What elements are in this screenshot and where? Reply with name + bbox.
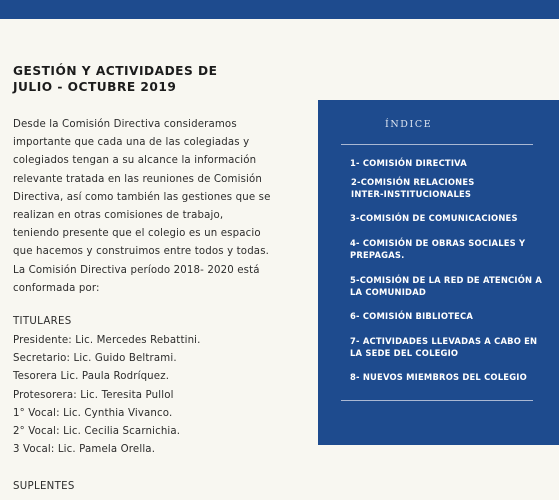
member-item: 3 Vocal: Lic. Pamela Orella. — [13, 444, 156, 456]
titulares-list — [13, 332, 201, 459]
index-item-comision-directiva[interactable] — [350, 157, 546, 169]
top-banner — [0, 0, 559, 19]
index-item-relaciones[interactable] — [351, 176, 547, 200]
intro-line: Directiva, así como también las gestiones que se — [13, 191, 271, 203]
index-item-label: LA SEDE DEL COLEGIO — [350, 348, 459, 358]
page-title-line-1: GESTIÓN Y ACTIVIDADES DE — [13, 64, 218, 78]
index-item-label: LA COMUNIDAD — [350, 287, 427, 297]
member-item: 1° Vocal: Lic. Cynthia Vivanco. — [13, 407, 173, 419]
index-item-label: 3-COMISIÓN DE COMUNICACIONES — [350, 213, 518, 223]
index-item-actividades[interactable] — [350, 335, 546, 359]
page-title-line-2: JULIO - OCTUBRE 2019 — [13, 79, 177, 94]
member-item: Protesorera: Lic. Teresita Pullol — [13, 389, 174, 401]
index-title: ÍNDICE — [385, 119, 433, 130]
intro-line: teniendo presente que el colegio es un espacio — [13, 228, 261, 240]
index-item-label: 7- ACTIVIDADES LLEVADAS A CABO EN — [350, 336, 538, 346]
member-item: Tesorera Lic. Paula Rodríquez. — [13, 371, 170, 383]
index-item-obras-sociales[interactable] — [350, 237, 546, 261]
intro-line: relevante tratada en las reuniones de Comisión — [13, 173, 263, 185]
member-item: Presidente: Lic. Mercedes Rebattini. — [13, 335, 201, 346]
index-item-label: 4- COMISIÓN DE OBRAS SOCIALES Y — [350, 238, 526, 248]
intro-line: realizan en otras comisiones de trabajo, — [13, 210, 224, 222]
page-title — [13, 64, 263, 95]
index-divider-bottom — [341, 400, 533, 401]
intro-line: importante que cada una de las colegiadas y — [13, 137, 250, 149]
intro-paragraph — [13, 116, 313, 298]
index-item-biblioteca[interactable] — [350, 310, 546, 322]
index-item-red-atencion[interactable] — [350, 274, 546, 298]
index-item-label: 2-COMISIÓN RELACIONES — [351, 177, 475, 187]
index-item-label: 1- COMISIÓN DIRECTIVA — [350, 158, 467, 168]
index-item-nuevos-miembros[interactable] — [350, 371, 546, 383]
intro-line: que hacemos y construimos entre todos y todas. — [13, 246, 270, 258]
index-item-comunicaciones[interactable] — [350, 212, 546, 224]
index-divider-top — [341, 144, 533, 145]
suplentes-label: SUPLENTES — [13, 481, 75, 492]
intro-line: La Comisión Directiva período 2018- 2020 está — [13, 264, 260, 276]
member-item: Secretario: Lic. Guido Beltrami. — [13, 353, 177, 365]
index-item-label: 5-COMISIÓN DE LA RED DE ATENCIÓN A — [350, 275, 543, 285]
index-item-label: 8- NUEVOS MIEMBROS DEL COLEGIO — [350, 372, 527, 382]
intro-line: Desde la Comisión Directiva consideramos — [13, 119, 237, 130]
index-item-label: PREPAGAS. — [350, 250, 405, 260]
index-item-label: INTER-INSTITUCIONALES — [351, 189, 472, 199]
intro-line: colegiados tengan a su alcance la información — [13, 155, 257, 167]
index-item-label: 6- COMISIÓN BIBLIOTECA — [350, 311, 474, 321]
intro-line: conformada por: — [13, 282, 100, 294]
titulares-label: TITULARES — [13, 316, 72, 327]
index-panel — [318, 100, 559, 445]
member-item: 2° Vocal: Lic. Cecilia Scarnichia. — [13, 426, 181, 438]
